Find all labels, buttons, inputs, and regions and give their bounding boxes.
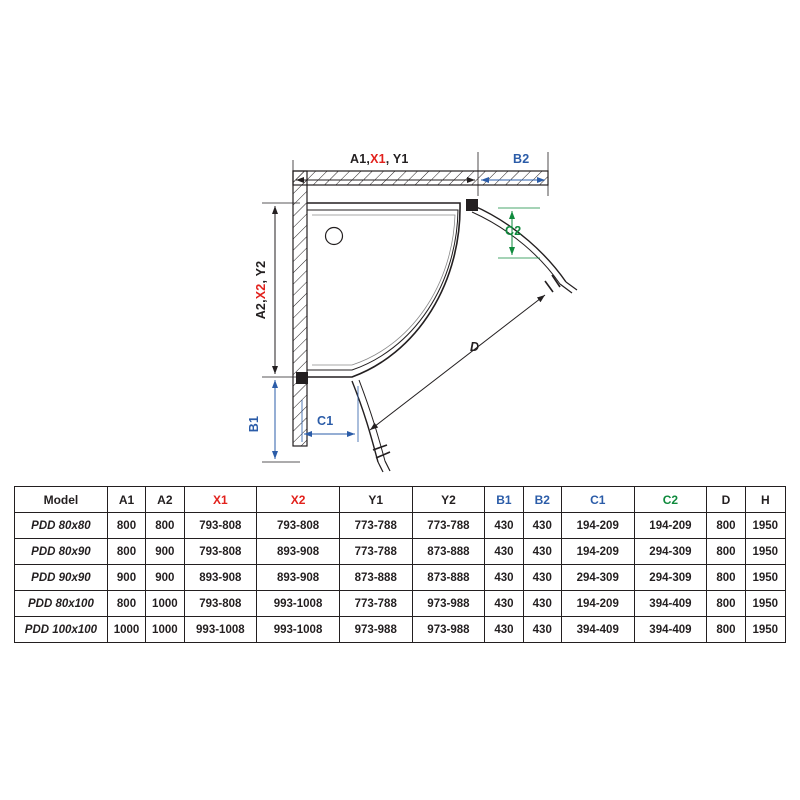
table-row [15, 565, 786, 591]
table-header-h: H [745, 487, 785, 513]
cell-y1: 773-788 [339, 591, 412, 617]
label-b2: B2 [513, 152, 530, 166]
cell-c2: 394-409 [634, 591, 707, 617]
cell-b2: 430 [523, 591, 561, 617]
cell-a1: 800 [107, 539, 145, 565]
table-row [15, 539, 786, 565]
cell-y2: 773-788 [412, 513, 485, 539]
cell-h: 1950 [745, 591, 785, 617]
table-header-b1: B1 [485, 487, 523, 513]
cell-c2: 294-309 [634, 539, 707, 565]
cell-x2: 793-808 [257, 513, 340, 539]
cell-c1: 194-209 [561, 591, 634, 617]
cell-b1: 430 [485, 617, 523, 643]
cell-a2: 1000 [146, 617, 184, 643]
table-header-x1: X1 [184, 487, 257, 513]
cell-x1: 993-1008 [184, 617, 257, 643]
cell-d: 800 [707, 591, 745, 617]
label-b1: B1 [247, 415, 261, 433]
table-header-c1: C1 [561, 487, 634, 513]
cell-y2: 973-988 [412, 617, 485, 643]
cell-c1: 194-209 [561, 513, 634, 539]
cell-a1: 900 [107, 565, 145, 591]
cell-c1: 294-309 [561, 565, 634, 591]
cell-y2: 973-988 [412, 591, 485, 617]
cell-d: 800 [707, 565, 745, 591]
table-header-y2: Y2 [412, 487, 485, 513]
cell-d: 800 [707, 513, 745, 539]
cell-b1: 430 [485, 539, 523, 565]
cell-x1: 793-808 [184, 539, 257, 565]
cell-a1: 800 [107, 513, 145, 539]
cell-x2: 993-1008 [257, 591, 340, 617]
cell-d: 800 [707, 617, 745, 643]
table-header-d: D [707, 487, 745, 513]
cell-c2: 394-409 [634, 617, 707, 643]
cell-model: PDD 80x80 [15, 513, 108, 539]
table-row [15, 617, 786, 643]
cell-a1: 800 [107, 591, 145, 617]
table-header-b2: B2 [523, 487, 561, 513]
cell-x2: 893-908 [257, 565, 340, 591]
cell-h: 1950 [745, 513, 785, 539]
table-header-row [15, 487, 786, 513]
specification-table [14, 486, 786, 643]
cell-b2: 430 [523, 539, 561, 565]
cell-b2: 430 [523, 617, 561, 643]
cell-model: PDD 90x90 [15, 565, 108, 591]
table-header-model: Model [15, 487, 108, 513]
cell-b1: 430 [485, 513, 523, 539]
cell-y1: 973-988 [339, 617, 412, 643]
table-header-a2: A2 [146, 487, 184, 513]
table-row [15, 591, 786, 617]
cell-b1: 430 [485, 591, 523, 617]
cell-x1: 893-908 [184, 565, 257, 591]
cell-a2: 1000 [146, 591, 184, 617]
cell-y2: 873-888 [412, 565, 485, 591]
cell-h: 1950 [745, 617, 785, 643]
cell-y2: 873-888 [412, 539, 485, 565]
cell-c1: 194-209 [561, 539, 634, 565]
cell-model: PDD 80x90 [15, 539, 108, 565]
cell-model: PDD 80x100 [15, 591, 108, 617]
cell-model: PDD 100x100 [15, 617, 108, 643]
cell-h: 1950 [745, 539, 785, 565]
table-row [15, 513, 786, 539]
table-header-x2: X2 [257, 487, 340, 513]
cell-c2: 294-309 [634, 565, 707, 591]
cell-x2: 993-1008 [257, 617, 340, 643]
table-header-c2: C2 [634, 487, 707, 513]
table-header-a1: A1 [107, 487, 145, 513]
table-header-y1: Y1 [339, 487, 412, 513]
cell-y1: 773-788 [339, 539, 412, 565]
cell-a2: 800 [146, 513, 184, 539]
cell-x2: 893-908 [257, 539, 340, 565]
cell-a2: 900 [146, 539, 184, 565]
cell-c1: 394-409 [561, 617, 634, 643]
cell-b2: 430 [523, 565, 561, 591]
cell-h: 1950 [745, 565, 785, 591]
cell-y1: 873-888 [339, 565, 412, 591]
cell-d: 800 [707, 539, 745, 565]
cell-x1: 793-808 [184, 513, 257, 539]
cell-b2: 430 [523, 513, 561, 539]
label-c2: C2 [505, 224, 522, 238]
cell-a1: 1000 [107, 617, 145, 643]
cell-x1: 793-808 [184, 591, 257, 617]
label-a2-x2-y2: A2,X2, Y2 [254, 260, 268, 320]
label-d: D [470, 340, 480, 354]
cell-y1: 773-788 [339, 513, 412, 539]
cell-a2: 900 [146, 565, 184, 591]
label-c1: C1 [317, 414, 334, 428]
label-a1-x1-y1: A1,X1, Y1 [350, 152, 409, 166]
cell-b1: 430 [485, 565, 523, 591]
cell-c2: 194-209 [634, 513, 707, 539]
